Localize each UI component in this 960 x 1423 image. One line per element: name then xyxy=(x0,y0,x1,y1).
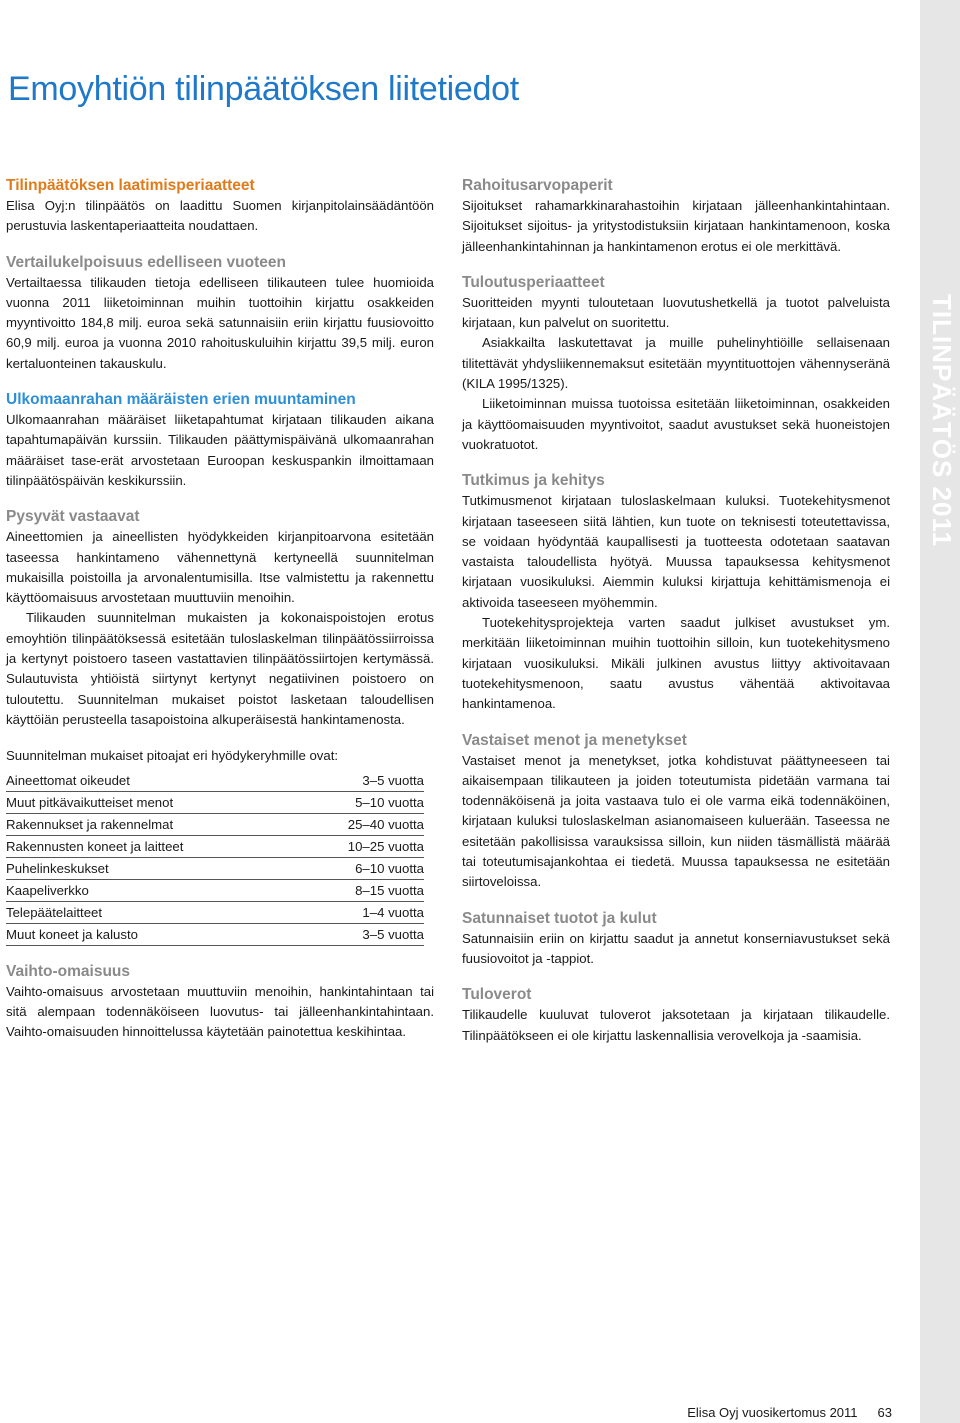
page-number: 63 xyxy=(877,1405,892,1420)
paragraph: Tilikauden suunnitelman mukaisten ja kokonaispoistojen erotus emoyhtiön tilinpäätöksessä esitetään tuloslaskelman tilinpäätössiirroissa ja kertynyt poistoero taseen vastattavien tilinpäätössiirtojen kertymässä. Sulautuvista yhtiöistä siirtynyt kertynyt negatiivinen poistoero on tuloutettu. Suunnitelman mukaiset poistot lasketaan taloudellisen käyttöiän perusteella tasapoistoina alkuperäisestä hankintamenosta. xyxy=(6,610,434,727)
section-heading: Tilinpäätöksen laatimisperiaatteet xyxy=(6,177,255,194)
asset-cell: Muut koneet ja kalusto xyxy=(6,923,298,945)
table-row xyxy=(6,879,424,901)
table-row xyxy=(6,791,424,813)
paragraph: Asiakkailta laskutettavat ja muille puhelinyhtiöille sellaisenaan tilitettävät yhdysliikennemaksut esitetään myyntituottojen vähennyseränä (KILA 1995/1325). xyxy=(462,335,890,392)
paragraph: Tilikaudelle kuuluvat tuloverot jaksotetaan ja kirjataan tilikaudelle. Tilinpäätökseen ei ole kirjattu laskennallisia verovelkoja ja -saamisia. xyxy=(462,1007,890,1043)
asset-cell: Aineettomat oikeudet xyxy=(6,770,298,792)
table-row xyxy=(6,923,424,945)
paragraph: Satunnaisiin eriin on kirjattu saadut ja annetut konserniavustukset sekä fuusiovoitot ja -tappiot. xyxy=(462,930,890,966)
section-research-development xyxy=(462,471,890,714)
section-heading: Vaihto-omaisuus xyxy=(6,962,131,980)
table-row xyxy=(6,770,424,792)
period-cell: 3–5 vuotta xyxy=(298,923,424,945)
section-heading: Satunnaiset tuotot ja kulut xyxy=(462,909,657,927)
table-row xyxy=(6,901,424,923)
paragraph: Sijoitukset rahamarkkinarahastoihin kirjataan jälleenhankintahintaan. Sijoitukset sijoitus- ja yritystodistuksiin kirjataan hankintamenoon, koska jälleenhankintahinnan ja hankintamenon erotus ei ole merkittävä. xyxy=(462,198,890,254)
asset-cell: Rakennukset ja rakennelmat xyxy=(6,813,298,835)
asset-cell: Kaapeliverkko xyxy=(6,879,298,901)
section-heading: Ulkomaanrahan määräisten erien muuntaminen xyxy=(6,391,356,409)
section-heading: Vastaiset menot ja menetykset xyxy=(462,731,687,749)
paragraph: Suoritteiden myynti tuloutetaan luovutushetkellä ja tuotot palveluista kirjataan, kun palvelut on suoritettu. xyxy=(462,294,890,331)
period-cell: 5–10 vuotta xyxy=(298,791,424,813)
section-comparability xyxy=(6,253,434,374)
table-row xyxy=(6,835,424,857)
section-income-taxes xyxy=(462,985,890,1046)
section-heading: Tuloutusperiaatteet xyxy=(462,273,605,291)
report-name: Elisa Oyj vuosikertomus 2011 xyxy=(687,1405,858,1420)
left-column xyxy=(6,176,434,1058)
section-side-label: TILINPÄÄTÖS 2011 xyxy=(927,293,957,547)
section-preparation-principles xyxy=(6,176,434,237)
page-title: Emoyhtiön tilinpäätöksen liitetiedot xyxy=(8,70,519,108)
period-cell: 25–40 vuotta xyxy=(298,813,424,835)
section-extraordinary-items xyxy=(462,909,890,970)
page-footer xyxy=(687,1405,892,1420)
section-heading: Pysyvät vastaavat xyxy=(6,508,140,526)
section-heading: Rahoitusarvopaperit xyxy=(462,177,613,194)
section-depreciation-periods xyxy=(6,746,434,945)
period-cell: 1–4 vuotta xyxy=(298,901,424,923)
paragraph: Vastaiset menot ja menetykset, jotka kohdistuvat päättyneeseen tai aikaisempaan tilikauteen ja joiden toteutumista pidetään varmana tai todennäköisenä ja joita vastaava tulo ei ole varmа eikä todennäköinen, kirjataan kuluksi tuloslaskelman asianomaiseen kuluerään. Taseessa ne esitetään pakollisissa varauksissa silloin, kun niiden täsmällistä määrää tai toteutumisajankohtaa ei tiedetä. Muussa tapauksessa ne esitetään siirtoveloissa. xyxy=(462,752,890,890)
paragraph: Vertailtaessa tilikauden tietoja edelliseen tilikauteen tulee huomioida vuonna 2011 liiketoiminnan muihin tuottoihin kirjattu osakkeiden myyntivoitto 184,8 milj. euroa sekä satunnaisiin eriin kirjattu fuusiovoitto 60,9 milj. euroa ja vuonna 2010 rahoituskuluihin kirjattu 39,5 milj. euron kertaluonteinen takauskulu. xyxy=(6,274,434,371)
period-cell: 10–25 vuotta xyxy=(298,835,424,857)
section-future-expenses xyxy=(462,731,890,893)
paragraph: Ulkomaanrahan määräiset liiketapahtumat kirjataan tilikauden aikana tapahtumapäivän kurssiin. Tilikauden päättymispäivänä ulkomaanrahan määräiset tase-erät arvostetaan Euroopan keskuspankin ilmoittamaan tilinpäätöspäivän keskikurssiin. xyxy=(6,412,434,488)
section-securities xyxy=(462,176,890,257)
period-cell: 8–15 vuotta xyxy=(298,879,424,901)
paragraph: Aineettomien ja aineellisten hyödykkeiden kirjanpitoarvona esitetään taseessa hankintameno vähennettynä kertyneellä suunnitelman mukaisilla poistoilla ja arvonalentumisilla. Itse valmistettu ja rakennettu käyttöomaisuus arvostetaan muuttuviin menoihin. xyxy=(6,529,434,606)
paragraph: Elisa Oyj:n tilinpäätös on laadittu Suomen kirjanpitolainsäädäntöön perustuvia laskentaperiaatteita noudattaen. xyxy=(6,198,434,234)
paragraph: Vaihto-omaisuus arvostetaan muuttuviin menoihin, hankintahintaan tai sitä alempaan todennäköiseen luovutus- tai jälleenhankintahintaan. Vaihto-omaisuuden hinnoittelussa käytetään painotettua keskihintaa. xyxy=(6,983,434,1040)
section-heading: Tuloverot xyxy=(462,986,532,1004)
section-revenue-recognition xyxy=(462,273,890,455)
period-cell: 6–10 vuotta xyxy=(298,857,424,879)
depreciation-table xyxy=(6,770,424,946)
paragraph: Liiketoiminnan muissa tuotoissa esitetään liiketoiminnan, osakkeiden ja käyttöomaisuuden myyntivoitot, saadut avustukset sekä huoneistojen vuokratuotot. xyxy=(462,396,890,452)
section-heading: Vertailukelpoisuus edelliseen vuoteen xyxy=(6,253,286,271)
asset-cell: Telepäätelaitteet xyxy=(6,901,298,923)
section-fixed-assets xyxy=(6,507,434,730)
period-cell: 3–5 vuotta xyxy=(298,770,424,792)
asset-cell: Puhelinkeskukset xyxy=(6,857,298,879)
paragraph: Tuotekehitysprojekteja varten saadut julkiset avustukset ym. merkitään liiketoiminnan muihin tuottoihin silloin, kun tuotekehitysmeno kirjataan vuosikuluksi. Mikäli julkinen avustus liittyy aktivoitavaan tuotekehitysmenoon, saatu avustus vähentää aktivoitavaa hankintamenoa. xyxy=(462,615,890,712)
asset-cell: Muut pitkävaikutteiset menot xyxy=(6,791,298,813)
table-row xyxy=(6,857,424,879)
table-row xyxy=(6,813,424,835)
section-inventory xyxy=(6,962,434,1043)
table-intro: Suunnitelman mukaiset pitoajat eri hyödykeryhmille ovat: xyxy=(6,748,339,764)
asset-cell: Rakennusten koneet ja laitteet xyxy=(6,835,298,857)
right-column xyxy=(462,176,890,1062)
section-foreign-currency xyxy=(6,390,434,491)
paragraph: Tutkimusmenot kirjataan tuloslaskelmaan kuluksi. Tuotekehitysmenot kirjataan taseeseen siitä lähtien, kun tuote on teknisesti toteutettavissa, se voidaan hyödyntää kaupallisesti ja tuotteesta odotetaan saatavan vastaista taloudellista hyötyä. Muussa tapauksessa kehitysmenot kirjataan vuosikuluksi. Aiemmin kuluksi kirjattuja kehittämismenoja ei aktivoida taseeseen myöhemmin. xyxy=(462,493,890,610)
section-heading: Tutkimus ja kehitys xyxy=(462,472,605,490)
side-band xyxy=(920,0,960,1423)
